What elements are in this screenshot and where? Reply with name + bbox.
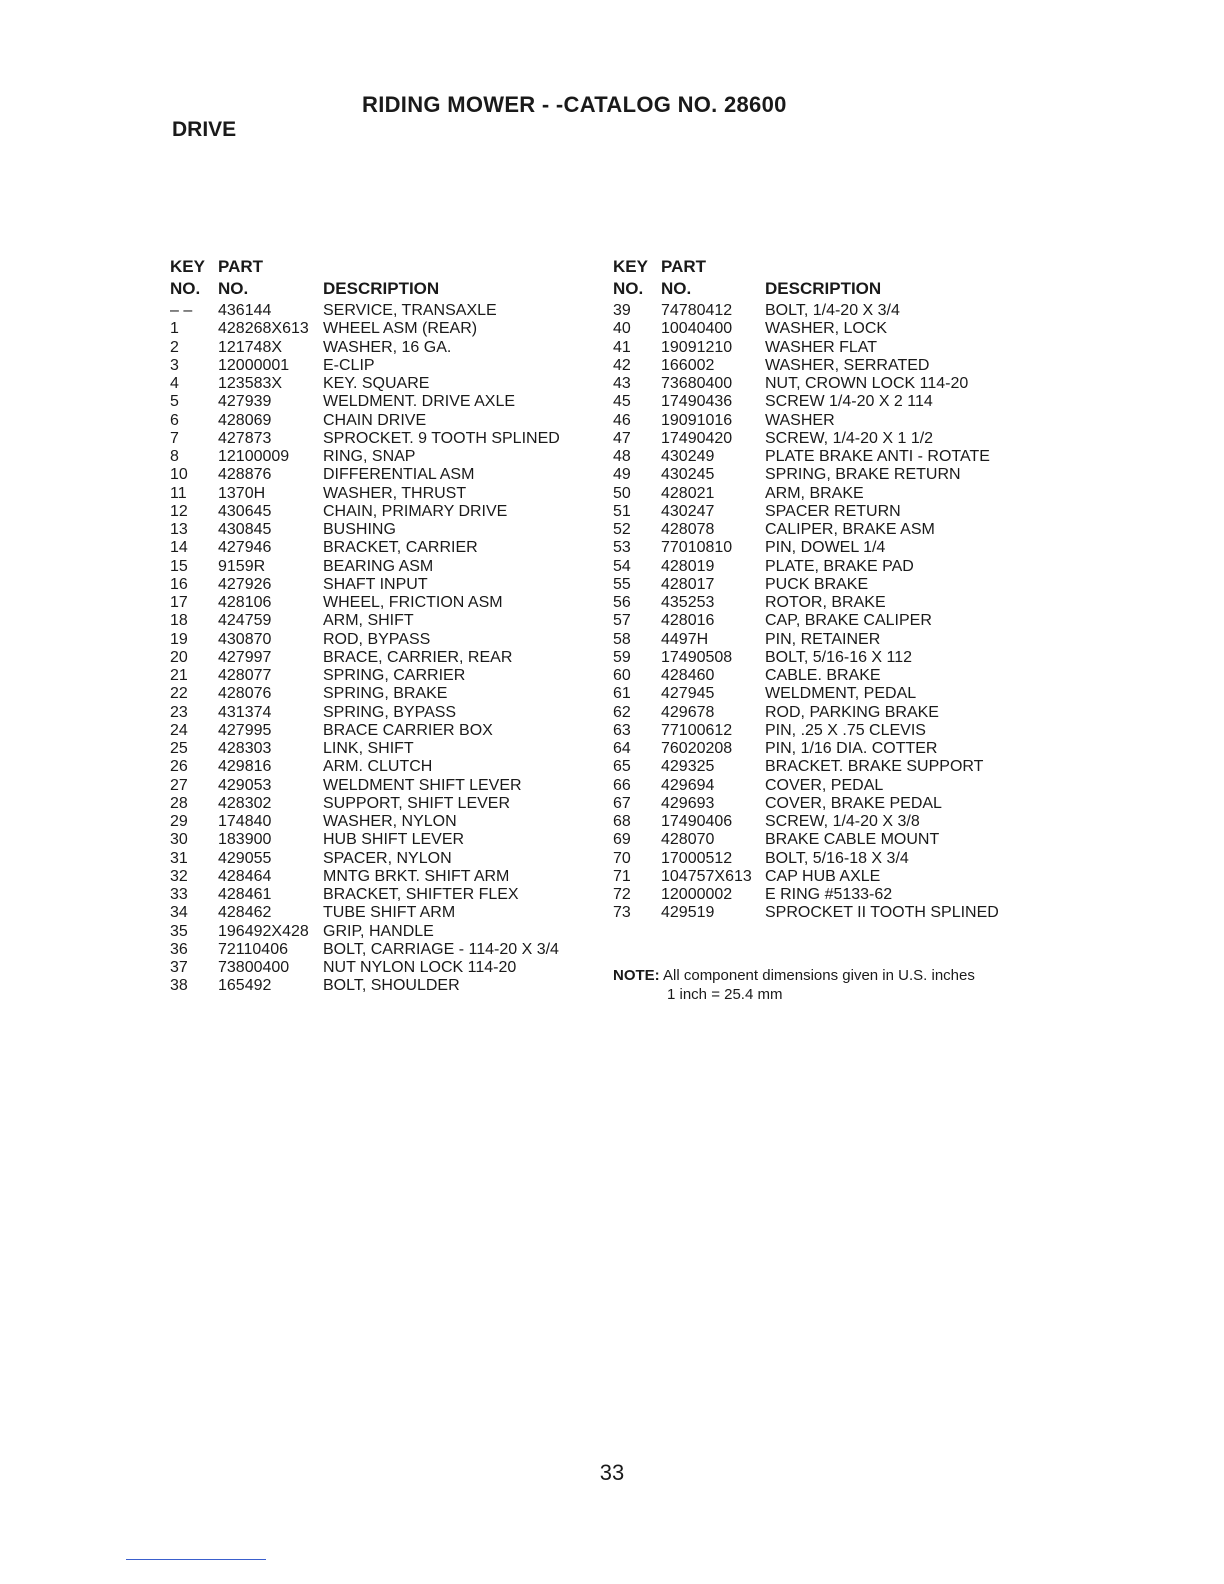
key-no: 46 — [613, 411, 631, 429]
description: E RING #5133-62 — [765, 886, 893, 903]
part-no: 121748X — [218, 338, 283, 356]
key-no: 6 — [170, 411, 179, 429]
description: BOLT, SHOULDER — [323, 977, 460, 995]
key-no: 13 — [170, 521, 188, 538]
description: WHEEL ASM (REAR) — [323, 320, 478, 338]
description: BRACKET, CARRIER — [323, 539, 478, 557]
part-no: 17490508 — [661, 648, 733, 666]
key-no: 54 — [613, 557, 631, 575]
key-no: 18 — [170, 612, 188, 630]
description: ARM, SHIFT — [323, 612, 414, 630]
header-key-line1: KEY — [170, 257, 205, 276]
part-no: 104757X613 — [661, 867, 752, 885]
description: SCREW 1/4-20 X 2 114 — [765, 393, 933, 411]
key-no: 12 — [170, 502, 188, 520]
key-no: 37 — [170, 959, 188, 976]
header-description: DESCRIPTION — [323, 279, 440, 298]
part-no: 77100612 — [661, 721, 733, 739]
description: BOLT, 5/16-16 X 112 — [765, 648, 913, 666]
description: KEY. SQUARE — [323, 375, 430, 392]
key-no: 22 — [170, 685, 188, 703]
key-no: 42 — [613, 356, 631, 374]
key-no: 70 — [613, 849, 631, 867]
description: DIFFERENTIAL ASM — [323, 466, 475, 484]
description: WELDMENT SHIFT LEVER — [323, 776, 522, 794]
key-no: 3 — [170, 356, 179, 374]
key-no: 72 — [613, 886, 631, 903]
description: RING, SNAP — [323, 448, 416, 465]
part-no: 77010810 — [661, 539, 733, 557]
key-no: 35 — [170, 922, 188, 940]
description: ARM. CLUTCH — [323, 758, 433, 776]
part-no: 428017 — [661, 575, 715, 593]
description: GRIP, HANDLE — [323, 922, 434, 940]
part-no: 427926 — [218, 575, 272, 593]
description: SPACER RETURN — [765, 502, 901, 520]
header-part-line2: NO. — [661, 279, 692, 298]
key-no: 24 — [170, 721, 188, 739]
part-no: 428464 — [218, 867, 272, 885]
key-no: 66 — [613, 776, 631, 794]
part-no: 427939 — [218, 393, 272, 411]
key-no: 5 — [170, 393, 179, 411]
part-no: 428070 — [661, 831, 715, 849]
description: PIN, .25 X .75 CLEVIS — [765, 721, 926, 739]
part-no: 428106 — [218, 594, 272, 611]
key-no: 15 — [170, 557, 188, 575]
header-part-line2: NO. — [218, 279, 249, 298]
key-no: 61 — [613, 685, 631, 703]
part-no: 72110406 — [218, 940, 288, 958]
part-no: 429678 — [661, 703, 715, 721]
key-no: 60 — [613, 667, 631, 684]
description: PIN, RETAINER — [765, 630, 881, 648]
part-no: 428462 — [218, 904, 272, 922]
part-no: 428076 — [218, 685, 272, 703]
section-heading: DRIVE — [172, 118, 237, 141]
header-part-line1: PART — [218, 257, 264, 276]
part-no: 429053 — [218, 776, 272, 794]
description: BOLT, 1/4-20 X 3/4 — [765, 302, 900, 319]
part-no: 12000002 — [661, 886, 733, 903]
header-description: DESCRIPTION — [765, 279, 882, 298]
description: SHAFT INPUT — [323, 575, 428, 593]
part-no: 4497H — [661, 630, 709, 648]
key-no: 62 — [613, 703, 631, 721]
description: BRACKET. BRAKE SUPPORT — [765, 758, 984, 776]
key-no: 49 — [613, 466, 631, 484]
description: BRAKE CABLE MOUNT — [765, 831, 940, 849]
key-no: 51 — [613, 502, 631, 520]
part-no: 428460 — [661, 667, 715, 684]
part-no: 431374 — [218, 703, 272, 721]
key-no: 30 — [170, 831, 188, 849]
part-no: 165492 — [218, 977, 272, 995]
description: SPACER, NYLON — [323, 849, 452, 867]
part-no: 435253 — [661, 594, 715, 611]
description: TUBE SHIFT ARM — [323, 904, 456, 922]
description: WASHER FLAT — [765, 338, 878, 356]
key-no: 57 — [613, 612, 631, 630]
key-no: 52 — [613, 521, 631, 538]
part-no: 428303 — [218, 740, 272, 757]
part-no: 430870 — [218, 630, 272, 648]
key-no: 20 — [170, 648, 188, 666]
key-no: 16 — [170, 575, 188, 593]
key-no: 63 — [613, 721, 631, 739]
description: SCREW, 1/4-20 X 1 1/2 — [765, 429, 934, 447]
description: COVER, BRAKE PEDAL — [765, 794, 942, 812]
description: WASHER, SERRATED — [765, 356, 930, 374]
part-no: 429694 — [661, 776, 715, 794]
part-no: 73680400 — [661, 375, 733, 392]
description: CHAIN, PRIMARY DRIVE — [323, 502, 508, 520]
description: SPRING, BRAKE RETURN — [765, 466, 961, 484]
description: BRACKET, SHIFTER FLEX — [323, 886, 519, 903]
key-no: 28 — [170, 794, 188, 812]
key-no: 43 — [613, 375, 631, 392]
dimension-note — [613, 966, 975, 1004]
page-title: RIDING MOWER - -CATALOG NO. 28600 — [362, 92, 787, 117]
note-label: NOTE: — [613, 967, 660, 984]
description: SERVICE, TRANSAXLE — [323, 302, 497, 319]
key-no: 27 — [170, 776, 188, 794]
description: WHEEL, FRICTION ASM — [323, 594, 503, 611]
description: WELDMENT, PEDAL — [765, 685, 917, 703]
description: LINK, SHIFT — [323, 740, 414, 757]
part-no: 166002 — [661, 356, 715, 374]
description: WELDMENT. DRIVE AXLE — [323, 393, 516, 411]
description: ARM, BRAKE — [765, 484, 864, 502]
description: E-CLIP — [323, 356, 375, 374]
part-no: 430247 — [661, 502, 715, 520]
part-no: 19091016 — [661, 411, 733, 429]
part-no: 17000512 — [661, 849, 733, 867]
key-no: 45 — [613, 393, 631, 411]
key-no: 11 — [170, 484, 187, 502]
header-key-line2: NO. — [170, 279, 201, 298]
key-no: 8 — [170, 448, 179, 465]
key-no: 39 — [613, 302, 631, 319]
part-no: 74780412 — [661, 302, 733, 319]
key-no: 55 — [613, 575, 631, 593]
part-no: 9159R — [218, 557, 266, 575]
part-no: 430845 — [218, 521, 272, 538]
key-no: 59 — [613, 648, 631, 666]
part-no: 424759 — [218, 612, 272, 630]
key-no: 4 — [170, 375, 179, 392]
part-no: 430249 — [661, 448, 715, 465]
part-no: 430645 — [218, 502, 272, 520]
key-no: 73 — [613, 904, 631, 922]
part-no: 17490420 — [661, 429, 733, 447]
key-no: 17 — [170, 594, 188, 611]
part-no: 428876 — [218, 466, 272, 484]
key-no: 2 — [170, 338, 179, 356]
key-no: 26 — [170, 758, 188, 776]
description: ROD, BYPASS — [323, 630, 431, 648]
key-no: 31 — [170, 849, 188, 867]
key-no: 69 — [613, 831, 631, 849]
part-no: 429325 — [661, 758, 715, 776]
part-no: 429519 — [661, 904, 715, 922]
key-no: 7 — [170, 429, 179, 447]
key-no: 56 — [613, 594, 631, 611]
description: SCREW, 1/4-20 X 3/8 — [765, 813, 920, 830]
key-no: 10 — [170, 466, 188, 484]
description: HUB SHIFT LEVER — [323, 831, 465, 849]
description: CALIPER, BRAKE ASM — [765, 521, 935, 538]
part-no: 76020208 — [661, 740, 733, 757]
part-no: 428069 — [218, 411, 272, 429]
description: SPROCKET. 9 TOOTH SPLINED — [323, 429, 560, 447]
description: BUSHING — [323, 521, 396, 538]
header-key-line2: NO. — [613, 279, 644, 298]
description: WASHER — [765, 411, 835, 429]
key-no: 67 — [613, 794, 631, 812]
key-no: 65 — [613, 758, 631, 776]
key-no: 23 — [170, 703, 188, 721]
description: NUT, CROWN LOCK 114-20 — [765, 375, 969, 392]
part-no: 428268X613 — [218, 320, 309, 338]
key-no: 71 — [613, 867, 631, 885]
part-no: 19091210 — [661, 338, 733, 356]
part-no: 427995 — [218, 721, 272, 739]
key-no: – – — [170, 302, 193, 319]
part-no: 10040400 — [661, 320, 733, 338]
part-no: 436144 — [218, 302, 272, 319]
description: PLATE BRAKE ANTI - ROTATE — [765, 448, 990, 465]
part-no: 430245 — [661, 466, 715, 484]
note-line2: 1 inch = 25.4 mm — [667, 986, 783, 1003]
description: PLATE, BRAKE PAD — [765, 557, 914, 575]
description: NUT NYLON LOCK 114-20 — [323, 959, 517, 976]
header-key-line1: KEY — [613, 257, 648, 276]
part-no: 429055 — [218, 849, 272, 867]
key-no: 36 — [170, 940, 188, 958]
description: PUCK BRAKE — [765, 575, 869, 593]
footer-rule — [126, 1559, 266, 1560]
key-no: 48 — [613, 448, 631, 465]
part-no: 427945 — [661, 685, 715, 703]
key-no: 1 — [170, 320, 179, 338]
part-no: 428302 — [218, 794, 272, 812]
part-no: 196492X428 — [218, 922, 309, 940]
part-no: 428461 — [218, 886, 272, 903]
part-no: 123583X — [218, 375, 283, 392]
part-no: 428019 — [661, 557, 715, 575]
key-no: 21 — [170, 667, 188, 684]
description: WASHER, 16 GA. — [323, 338, 452, 356]
description: SUPPORT, SHIFT LEVER — [323, 794, 511, 812]
description: BOLT, 5/16-18 X 3/4 — [765, 849, 909, 867]
description: SPROCKET II TOOTH SPLINED — [765, 904, 999, 922]
description: PIN, 1/16 DIA. COTTER — [765, 740, 938, 757]
description: WASHER, NYLON — [323, 813, 457, 830]
part-no: 17490436 — [661, 393, 733, 411]
key-no: 58 — [613, 630, 631, 648]
key-no: 50 — [613, 484, 631, 502]
key-no: 53 — [613, 539, 631, 557]
part-no: 428021 — [661, 484, 715, 502]
part-no: 12000001 — [218, 356, 290, 374]
part-no: 428077 — [218, 667, 272, 684]
key-no: 41 — [613, 338, 631, 356]
description: ROD, PARKING BRAKE — [765, 703, 939, 721]
key-no: 32 — [170, 867, 188, 885]
description: BRACE CARRIER BOX — [323, 721, 493, 739]
key-no: 34 — [170, 904, 188, 922]
part-no: 427946 — [218, 539, 272, 557]
description: BRACE, CARRIER, REAR — [323, 648, 513, 666]
description: PIN, DOWEL 1/4 — [765, 539, 886, 557]
part-no: 427873 — [218, 429, 272, 447]
key-no: 33 — [170, 886, 188, 903]
part-no: 12100009 — [218, 448, 290, 465]
part-no: 428016 — [661, 612, 715, 630]
part-no: 174840 — [218, 813, 272, 830]
description: COVER, PEDAL — [765, 776, 884, 794]
part-no: 17490406 — [661, 813, 733, 830]
part-no: 429816 — [218, 758, 272, 776]
part-no: 427997 — [218, 648, 272, 666]
part-no: 1370H — [218, 484, 266, 502]
key-no: 38 — [170, 977, 188, 995]
note-line1: All component dimensions given in U.S. inches — [659, 967, 975, 984]
description: BOLT, CARRIAGE - 114-20 X 3/4 — [323, 940, 559, 958]
page-number: 33 — [599, 1460, 625, 1485]
key-no: 47 — [613, 429, 631, 447]
key-no: 25 — [170, 740, 188, 757]
part-no: 428078 — [661, 521, 715, 538]
description: SPRING, BYPASS — [323, 703, 457, 721]
part-no: 73800400 — [218, 959, 290, 976]
header-part-line1: PART — [661, 257, 707, 276]
description: CAP, BRAKE CALIPER — [765, 612, 932, 630]
description: WASHER, LOCK — [765, 320, 888, 338]
key-no: 64 — [613, 740, 631, 757]
description: SPRING, CARRIER — [323, 667, 466, 684]
description: CHAIN DRIVE — [323, 411, 427, 429]
description: WASHER, THRUST — [323, 484, 467, 502]
description: BEARING ASM — [323, 557, 434, 575]
key-no: 68 — [613, 813, 631, 830]
key-no: 14 — [170, 539, 188, 557]
key-no: 19 — [170, 630, 188, 648]
description: CABLE. BRAKE — [765, 667, 881, 684]
description: CAP HUB AXLE — [765, 867, 881, 885]
key-no: 29 — [170, 813, 188, 830]
key-no: 40 — [613, 320, 631, 338]
description: MNTG BRKT. SHIFT ARM — [323, 867, 510, 885]
description: SPRING, BRAKE — [323, 685, 448, 703]
part-no: 183900 — [218, 831, 272, 849]
description: ROTOR, BRAKE — [765, 594, 886, 611]
part-no: 429693 — [661, 794, 715, 812]
